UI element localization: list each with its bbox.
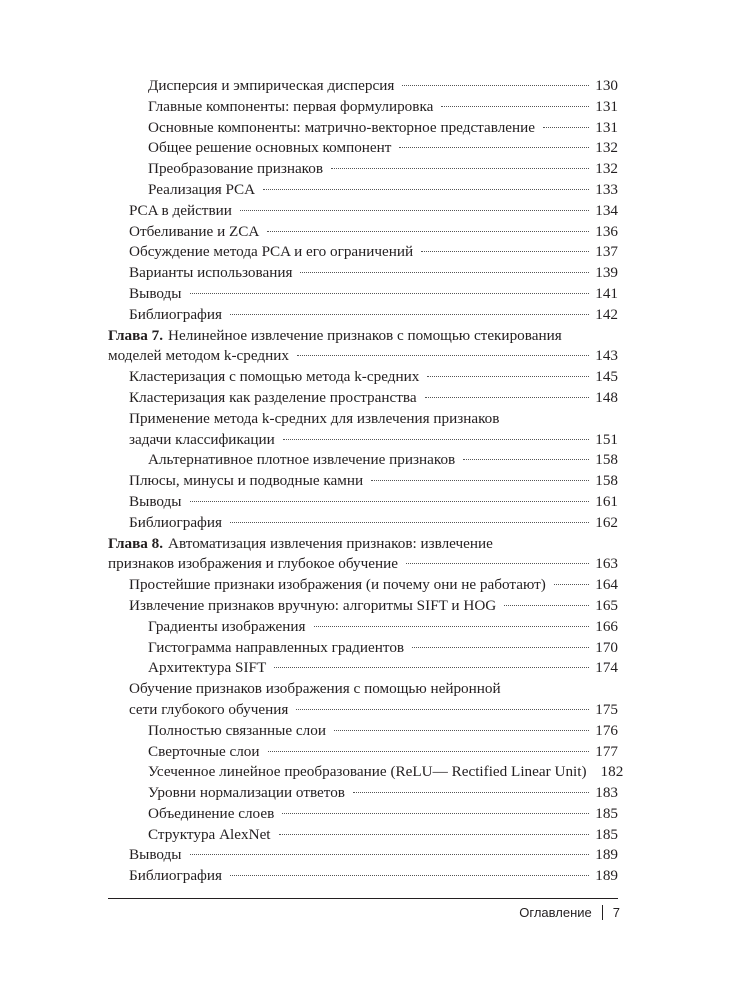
- toc-dot-leader: [190, 501, 590, 502]
- toc-subsection-entry: [108, 159, 618, 180]
- toc-page-number: 133: [595, 180, 618, 198]
- toc-entry-title: Сверточные слои: [148, 742, 260, 760]
- toc-page-number: 137: [595, 243, 618, 261]
- toc-entry-title: Нелинейное извлечение признаков с помощью стекирования: [168, 326, 562, 344]
- toc-dot-leader: [230, 875, 589, 876]
- toc-section-entry: [108, 492, 618, 513]
- toc-page-number: 139: [595, 264, 618, 282]
- toc-page-number: 175: [595, 700, 618, 718]
- toc-page-number: 158: [595, 451, 618, 469]
- toc-dot-leader: [190, 854, 590, 855]
- toc-entry-title: Кластеризация как разделение пространства: [129, 388, 417, 406]
- toc-dot-leader: [334, 730, 589, 731]
- toc-subsection-entry: [108, 118, 618, 139]
- toc-dot-leader: [421, 251, 589, 252]
- toc-section-entry: [108, 575, 618, 596]
- toc-page-number: 148: [595, 388, 618, 406]
- toc-dot-leader: [314, 626, 590, 627]
- toc-subsection-entry: [108, 180, 618, 201]
- toc-entry-title: Библиография: [129, 867, 223, 885]
- toc-subsection-entry: [108, 804, 618, 825]
- toc-subsection-entry: [108, 97, 618, 118]
- toc-entry-title: Извлечение признаков вручную: алгоритмы SIFT и HOG: [129, 596, 497, 614]
- toc-subsection-entry: [108, 638, 618, 659]
- toc-dot-leader: [230, 314, 589, 315]
- toc-chapter-entry: [108, 554, 618, 575]
- toc-entry-title: Реализация PCA: [148, 180, 256, 198]
- toc-dot-leader: [190, 293, 590, 294]
- toc-dot-leader: [402, 85, 589, 86]
- toc-subsection-entry: [108, 783, 618, 804]
- toc-page-number: 189: [595, 846, 618, 864]
- toc-page-number: 134: [595, 201, 618, 219]
- toc-entry-title: Библиография: [129, 305, 223, 323]
- toc-section-entry: [108, 471, 618, 492]
- table-of-contents: [108, 76, 624, 887]
- toc-dot-leader: [268, 751, 590, 752]
- toc-page-number: 151: [595, 430, 618, 448]
- toc-chapter-label: Глава 8.: [108, 534, 164, 552]
- toc-dot-leader: [463, 459, 589, 460]
- toc-entry-title: Выводы: [129, 284, 182, 302]
- toc-subsection-entry: [108, 617, 618, 638]
- toc-subsection-entry: [108, 721, 618, 742]
- toc-page-number: 132: [595, 139, 618, 157]
- toc-page-number: 130: [595, 77, 618, 94]
- toc-page-number: 161: [595, 492, 618, 510]
- toc-dot-leader: [283, 439, 590, 440]
- toc-entry-title: Выводы: [129, 846, 182, 864]
- toc-section-entry: [108, 201, 618, 222]
- toc-entry-title: Библиография: [129, 513, 223, 531]
- toc-entry-title: задачи классификации: [129, 430, 275, 448]
- toc-page-number: 176: [595, 721, 618, 739]
- toc-entry-title: Плюсы, минусы и подводные камни: [129, 472, 364, 490]
- toc-dot-leader: [504, 605, 589, 606]
- toc-entry-title: Гистограмма направленных градиентов: [148, 638, 405, 656]
- toc-page-number: 174: [595, 659, 618, 677]
- toc-entry-title: Варианты использования: [129, 264, 293, 282]
- toc-entry-title: Архитектура SIFT: [148, 659, 267, 677]
- toc-page-number: 185: [595, 825, 618, 843]
- toc-page-number: 185: [595, 804, 618, 822]
- toc-page-number: 183: [595, 784, 618, 802]
- toc-subsection-entry: [108, 762, 624, 783]
- toc-section-entry: [108, 679, 618, 700]
- footer-section-title: Оглавление: [519, 905, 592, 920]
- toc-subsection-entry: [108, 138, 618, 159]
- toc-entry-title: Выводы: [129, 492, 182, 510]
- toc-entry-title: Уровни нормализации ответов: [148, 784, 345, 802]
- toc-page-number: 163: [595, 555, 618, 573]
- toc-page-number: 189: [595, 867, 618, 885]
- toc-page-number: 131: [595, 97, 618, 115]
- toc-section-entry: [108, 242, 618, 263]
- toc-entry-title: PCA в действии: [129, 201, 232, 219]
- toc-page-number: 145: [595, 368, 618, 386]
- toc-page-number: 158: [595, 472, 618, 490]
- toc-subsection-entry: [108, 658, 618, 679]
- footer-divider: [108, 898, 618, 899]
- toc-dot-leader: [353, 792, 589, 793]
- toc-section-entry: [108, 305, 618, 326]
- toc-chapter-entry: [108, 534, 618, 555]
- toc-section-entry: [108, 367, 618, 388]
- toc-section-entry: [108, 284, 618, 305]
- toc-entry-title: Основные компоненты: матрично-векторное представление: [148, 118, 536, 136]
- toc-entry-title: Дисперсия и эмпирическая дисперсия: [148, 77, 395, 94]
- toc-section-entry: [108, 263, 618, 284]
- toc-section-entry: [108, 222, 618, 243]
- toc-dot-leader: [554, 584, 589, 585]
- toc-entry-title: Главные компоненты: первая формулировка: [148, 97, 434, 115]
- toc-entry-title: Автоматизация извлечения признаков: извлечение: [168, 534, 493, 552]
- toc-entry-title: Применение метода k-средних для извлечения признаков: [129, 409, 500, 427]
- toc-page-number: 142: [595, 305, 618, 323]
- toc-dot-leader: [297, 355, 589, 356]
- toc-section-entry: [108, 700, 618, 721]
- toc-page-number: 165: [595, 596, 618, 614]
- toc-page-number: 136: [595, 222, 618, 240]
- toc-dot-leader: [399, 147, 589, 148]
- toc-entry-title: Полностью связанные слои: [148, 721, 326, 739]
- toc-page-number: 141: [595, 284, 618, 302]
- toc-entry-title: Отбеливание и ZCA: [129, 222, 260, 240]
- toc-page-number: 166: [595, 617, 618, 635]
- toc-page-number: 143: [595, 347, 618, 365]
- toc-dot-leader: [300, 272, 589, 273]
- toc-section-entry: [108, 430, 618, 451]
- toc-section-entry: [108, 866, 618, 887]
- toc-section-entry: [108, 388, 618, 409]
- toc-entry-title: Преобразование признаков: [148, 160, 324, 178]
- toc-dot-leader: [331, 168, 589, 169]
- toc-section-entry: [108, 513, 618, 534]
- toc-section-entry: [108, 596, 618, 617]
- toc-dot-leader: [279, 834, 590, 835]
- toc-chapter-label: Глава 7.: [108, 326, 164, 344]
- toc-dot-leader: [274, 667, 589, 668]
- toc-page-number: 170: [595, 638, 618, 656]
- toc-page-number: 131: [595, 118, 618, 136]
- toc-dot-leader: [371, 480, 589, 481]
- toc-dot-leader: [406, 563, 589, 564]
- toc-section-entry: [108, 845, 618, 866]
- toc-entry-title: Объединение слоев: [148, 804, 275, 822]
- toc-dot-leader: [412, 647, 589, 648]
- toc-page-number: 177: [595, 742, 618, 760]
- toc-subsection-entry: [108, 450, 618, 471]
- toc-dot-leader: [267, 231, 589, 232]
- toc-subsection-entry: [108, 742, 618, 763]
- toc-entry-title: Градиенты изображения: [148, 617, 306, 635]
- toc-chapter-entry: [108, 326, 618, 347]
- toc-dot-leader: [263, 189, 589, 190]
- page-footer: [519, 905, 620, 920]
- toc-entry-title: Простейшие признаки изображения (и почему они не работают): [129, 576, 546, 594]
- toc-entry-title: Общее решение основных компонент: [148, 139, 392, 157]
- toc-page-number: 164: [595, 576, 618, 594]
- toc-dot-leader: [441, 106, 589, 107]
- toc-subsection-entry: [108, 76, 618, 97]
- toc-dot-leader: [230, 522, 589, 523]
- toc-entry-title: Структура AlexNet: [148, 825, 271, 843]
- toc-entry-title: Альтернативное плотное извлечение признаков: [148, 451, 456, 469]
- toc-dot-leader: [543, 127, 589, 128]
- toc-entry-title: Обсуждение метода PCA и его ограничений: [129, 243, 414, 261]
- footer-separator: [602, 905, 603, 920]
- toc-dot-leader: [296, 709, 589, 710]
- toc-chapter-entry: [108, 346, 618, 367]
- toc-subsection-entry: [108, 825, 618, 846]
- toc-dot-leader: [425, 397, 590, 398]
- toc-dot-leader: [282, 813, 589, 814]
- toc-entry-title: сети глубокого обучения: [129, 700, 289, 718]
- toc-dot-leader: [240, 210, 589, 211]
- toc-entry-title: Усеченное линейное преобразование (ReLU— Rectified Linear Unit): [148, 763, 587, 781]
- footer-page-number: 7: [612, 905, 620, 920]
- toc-entry-title: Обучение признаков изображения с помощью нейронной: [129, 680, 501, 698]
- toc-page-number: 132: [595, 160, 618, 178]
- toc-dot-leader: [427, 376, 589, 377]
- toc-entry-title: Кластеризация с помощью метода k-средних: [129, 368, 420, 386]
- toc-page-number: 182: [600, 763, 624, 781]
- toc-entry-title: признаков изображения и глубокое обучение: [108, 555, 398, 573]
- toc-section-entry: [108, 409, 618, 430]
- toc-page-number: 162: [595, 513, 618, 531]
- toc-entry-title: моделей методом k-средних: [108, 347, 289, 365]
